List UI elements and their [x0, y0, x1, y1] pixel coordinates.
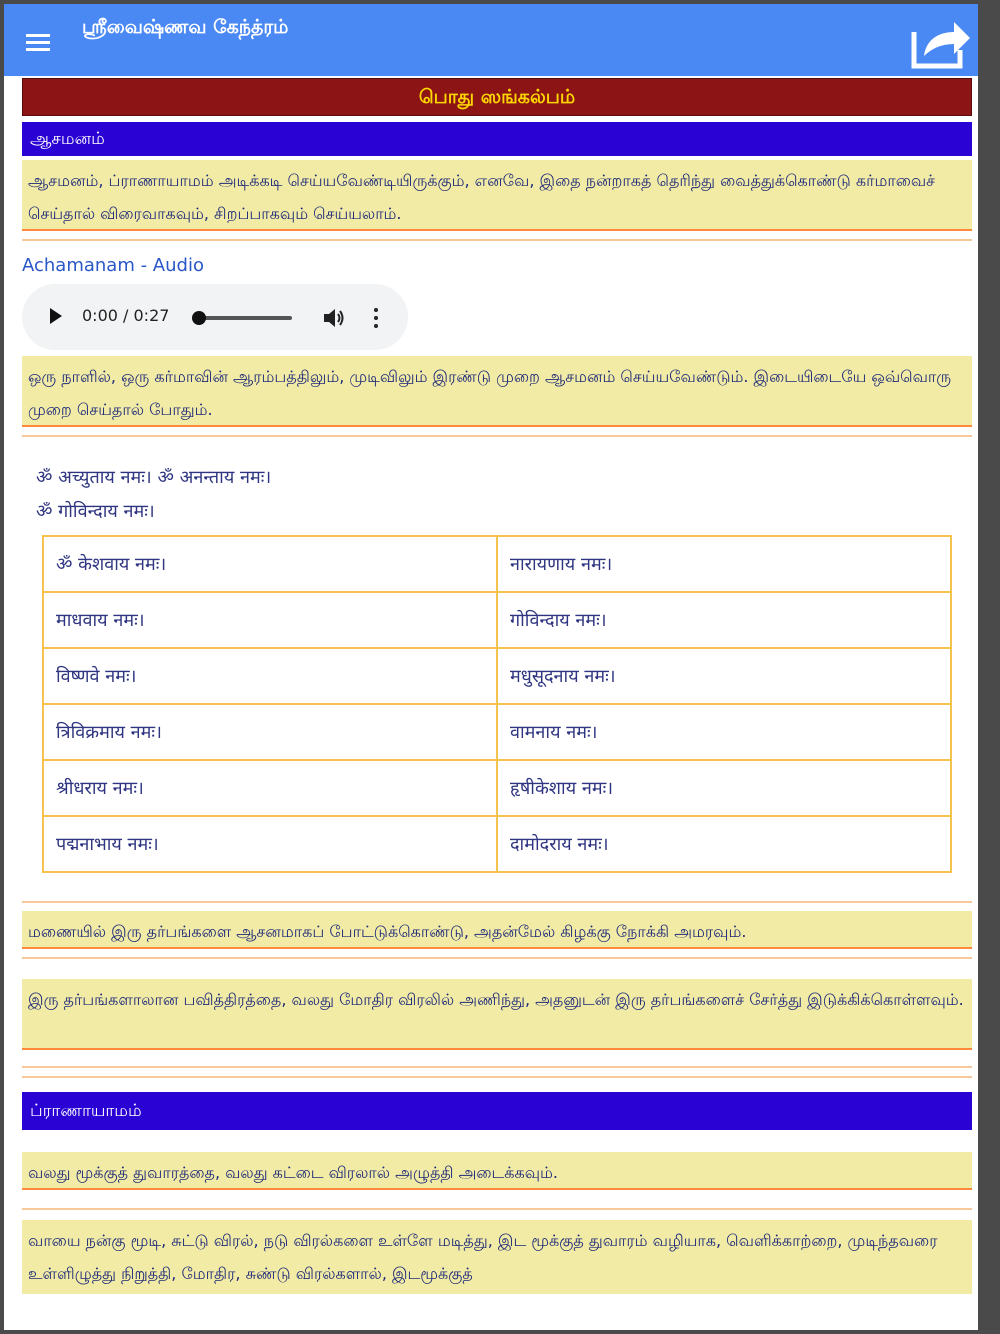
app-frame: [4, 4, 978, 1330]
table-cell: मधुसूदनाय नमः।: [497, 648, 951, 704]
table-row: [43, 704, 951, 760]
table-cell: वामनाय नमः।: [497, 704, 951, 760]
app-bar: [4, 4, 978, 76]
table-cell: श्रीधराय नमः।: [43, 760, 497, 816]
hamburger-menu-icon: [26, 34, 50, 37]
table-cell: हृषीकेशाय नमः।: [497, 760, 951, 816]
page-heading: பொது ஸங்கல்பம்: [22, 78, 972, 116]
table-cell: माधवाय नमः।: [43, 592, 497, 648]
audio-seek-slider[interactable]: [196, 316, 292, 320]
table-row: [43, 760, 951, 816]
table-row: [43, 648, 951, 704]
table-row: [43, 816, 951, 872]
seat-note: மணையில் இரு தர்பங்களை ஆசனமாகப் போட்டுக்கொண்டு, அதன்மேல் கிழக்கு நோக்கி அமரவும்.: [22, 911, 972, 949]
achamanam-note: ஒரு நாளில், ஒரு கர்மாவின் ஆரம்பத்திலும், முடிவிலும் இரண்டு முறை ஆசமனம் செய்யவேண்டும். இடையிடையே ஒவ்வொரு முறை செய்தால் போதும்.: [22, 356, 972, 427]
pavitram-note: இரு தர்பங்களாலான பவித்திரத்தை, வலது மோதிர விரலில் அணிந்து, அதனுடன் இரு தர்பங்களைச் சேர்த்து இடுக்கிக்கொள்ளவும்.: [22, 979, 972, 1050]
main-content: [22, 78, 972, 1294]
table-row: [43, 536, 951, 592]
menu-button[interactable]: [18, 24, 58, 60]
section-heading-achamanam: ஆசமனம்: [22, 122, 972, 156]
more-vertical-icon[interactable]: [372, 306, 380, 330]
share-icon: [904, 12, 974, 72]
table-cell: ॐ केशवाय नमः।: [43, 536, 497, 592]
pranayamam-note-2: வாயை நன்கு மூடி, சுட்டு விரல், நடு விரல்களை உள்ளே மடித்து, இட மூக்குத் துவாரம் வழியாக, வெளிக்காற்றை, முடிந்தவரை உள்ளிழுத்து நிறுத்தி, மோதிர, சுண்டு விரல்களால், இடமூக்குத்: [22, 1220, 972, 1294]
table-row: [43, 592, 951, 648]
table-cell: विष्णवे नमः।: [43, 648, 497, 704]
audio-player: [22, 284, 408, 350]
audio-time: 0:00 / 0:27: [82, 306, 170, 325]
section-heading-pranayamam: ப்ராணாயாமம்: [22, 1092, 972, 1130]
play-icon[interactable]: [50, 308, 62, 324]
table-cell: नारायणाय नमः।: [497, 536, 951, 592]
table-cell: पद्मनाभाय नमः।: [43, 816, 497, 872]
seek-knob[interactable]: [192, 311, 206, 325]
names-table: [42, 535, 952, 873]
pranayamam-note-1: வலது மூக்குத் துவாரத்தை, வலது கட்டை விரலால் அழுத்தி அடைக்கவும்.: [22, 1152, 972, 1190]
intro-paragraph: ஆசமனம், ப்ராணாயாமம் அடிக்கடி செய்யவேண்டியிருக்கும், எனவே, இதை நன்றாகத் தெரிந்து வைத்துக்கொண்டு கர்மாவைச் செய்தால் விரைவாகவும், சிறப்பாகவும் செய்யலாம்.: [22, 160, 972, 231]
table-cell: दामोदराय नमः।: [497, 816, 951, 872]
audio-label: Achamanam - Audio: [22, 255, 204, 276]
app-title: ஸ்ரீவைஷ்ணவ கேந்த்ரம்: [82, 16, 289, 38]
mantra-line-1: ॐ अच्युताय नमः। ॐ अनन्ताय नमः।: [36, 467, 272, 488]
mantra-line-2: ॐ गोविन्दाय नमः।: [36, 501, 155, 522]
table-cell: गोविन्दाय नमः।: [497, 592, 951, 648]
volume-icon[interactable]: [322, 306, 348, 330]
share-button[interactable]: [904, 12, 974, 72]
table-cell: त्रिविक्रमाय नमः।: [43, 704, 497, 760]
